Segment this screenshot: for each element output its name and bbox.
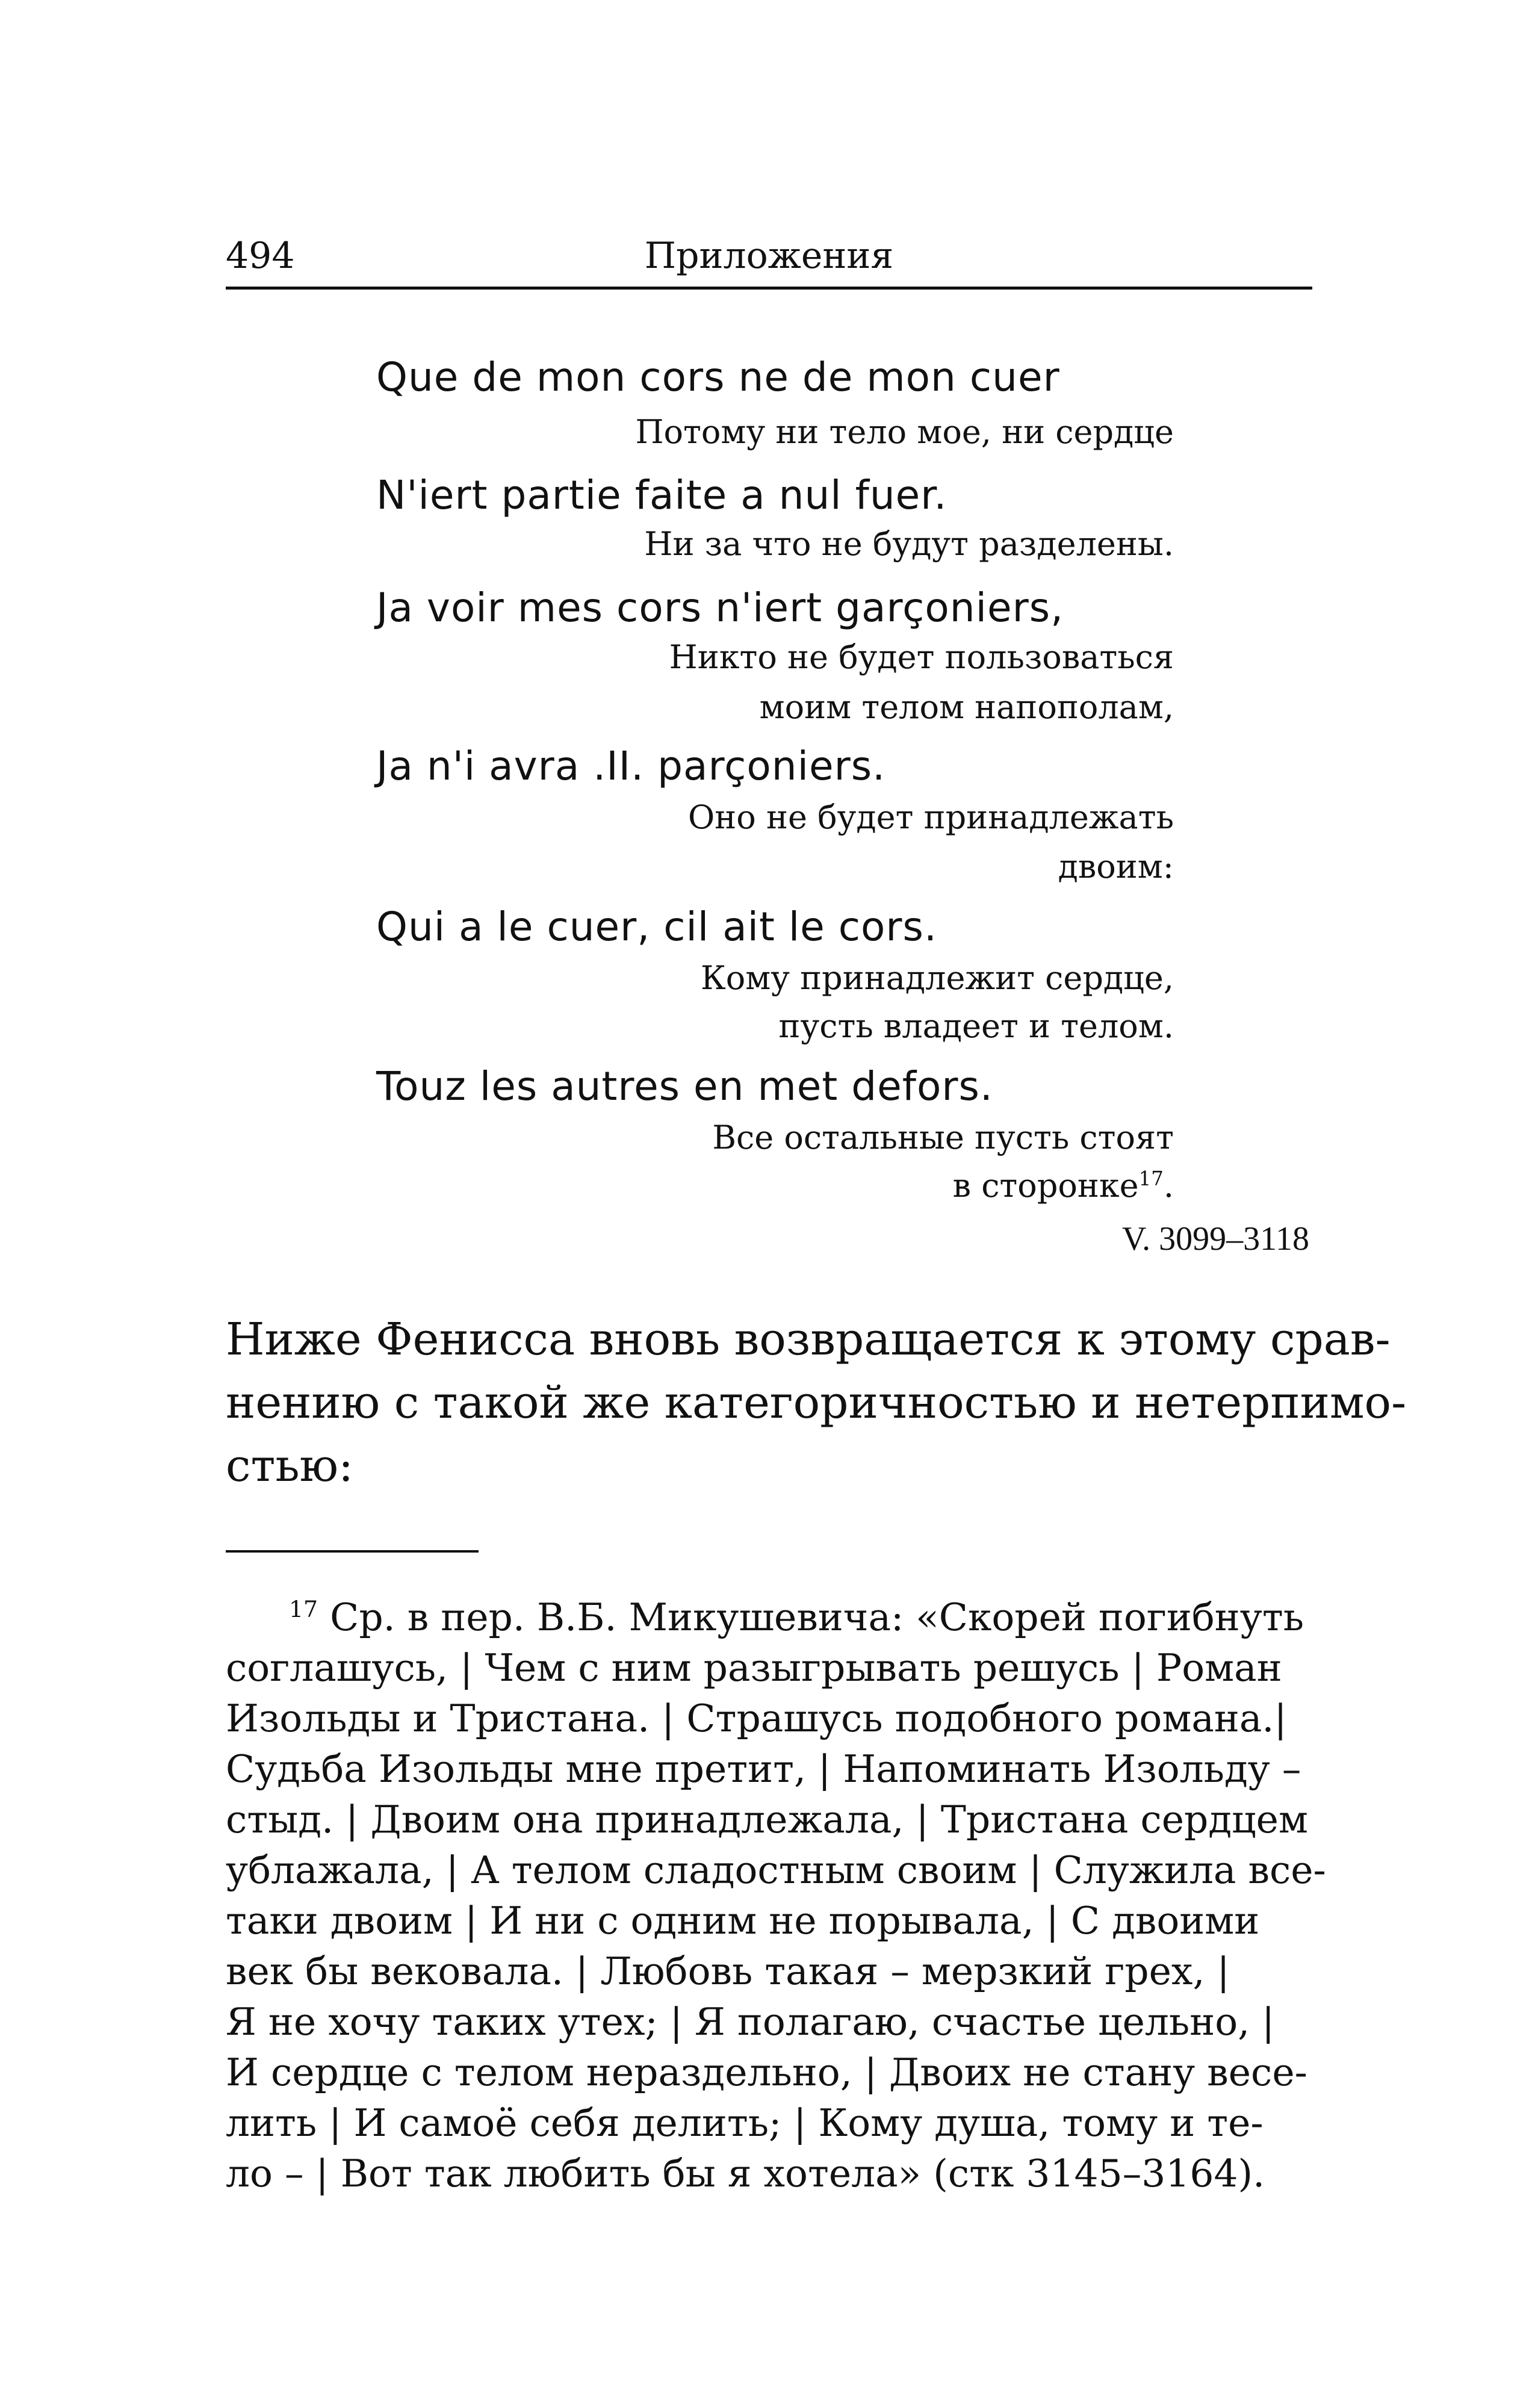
- footnote-line: стыд. | Двоим она принадлежала, | Тристана сердцем: [226, 1798, 1308, 1842]
- footnote-rule: [226, 1550, 479, 1553]
- footnote-line: Изольды и Тристана. | Страшусь подобного романа.|: [226, 1696, 1287, 1740]
- footnote-marker: 17: [289, 1596, 318, 1622]
- poem-translation-text: в сторонке: [952, 1167, 1139, 1205]
- poem-original-line: N'iert partie faite a nul fuer.: [376, 472, 947, 518]
- footnote-first-line: [289, 1592, 1304, 1643]
- poem-translation-line: пусть владеет и телом.: [778, 1007, 1174, 1045]
- body-line: стью:: [226, 1440, 354, 1492]
- running-head: [226, 229, 1312, 283]
- poem-translation-line-with-note: в сторонке$^{17}$.: [952, 1167, 1174, 1205]
- footnote-reference[interactable]: 17: [1138, 1167, 1164, 1190]
- section-title: Приложения: [644, 235, 894, 277]
- poem-original-line: Ja n'i avra .II. parçoniers.: [376, 743, 886, 789]
- poem-translation-line: двоим:: [1058, 848, 1174, 886]
- footnote-line: век бы вековала. | Любовь такая – мерзкий грех, |: [226, 1949, 1230, 1993]
- page-number: 494: [226, 235, 295, 277]
- verse-reference: V. 3099–3118: [1121, 1220, 1309, 1258]
- footnote-line: лить | И самоё себя делить; | Кому душа, тому и те-: [226, 2101, 1264, 2145]
- footnote-line: И сердце с телом нераздельно, | Двоих не стану весе-: [226, 2050, 1307, 2094]
- poem-original-line: Que de mon cors ne de mon cuer: [376, 354, 1060, 400]
- poem-translation-line: Кому принадлежит сердце,: [700, 959, 1174, 997]
- poem-translation-line: Никто не будет пользоваться: [669, 638, 1174, 676]
- poem-translation-line: моим телом напополам,: [759, 688, 1174, 726]
- footnote-line: таки двоим | И ни с одним не порывала, | С двоими: [226, 1899, 1260, 1943]
- body-line: Ниже Фенисса вновь возвращается к этому срав-: [226, 1314, 1391, 1365]
- header-rule: [226, 287, 1312, 290]
- poem-translation-line: Все остальные пусть стоят: [712, 1119, 1174, 1156]
- poem-translation-line: Оно не будет принадлежать: [688, 798, 1174, 836]
- footnote-text: Ср. в пер. В.Б. Микушевича: «Скорей погибнуть: [330, 1595, 1304, 1639]
- footnote-line: соглашусь, | Чем с ним разыгрывать решусь | Роман: [226, 1646, 1282, 1690]
- footnote-line: ублажала, | А телом сладостным своим | Служила все-: [226, 1848, 1326, 1892]
- body-line: нению с такой же категоричностью и нетерпимо-: [226, 1377, 1407, 1429]
- footnote-line: ло – | Вот так любить бы я хотела» (стк 3145–3164).: [226, 2152, 1265, 2195]
- footnote-line: Я не хочу таких утех; | Я полагаю, счастье цельно, |: [226, 2000, 1275, 2044]
- poem-original-line: Ja voir mes cors n'iert garçoniers,: [376, 585, 1064, 631]
- poem-translation-line: Потому ни тело мое, ни сердце: [635, 413, 1174, 451]
- poem-original-line: Qui a le cuer, cil ait le cors.: [376, 904, 937, 950]
- poem-translation-line: Ни за что не будут разделены.: [644, 525, 1174, 563]
- footnote-line: Судьба Изольды мне претит, | Напоминать Изольду –: [226, 1747, 1301, 1791]
- poem-original-line: Touz les autres en met defors.: [376, 1063, 993, 1109]
